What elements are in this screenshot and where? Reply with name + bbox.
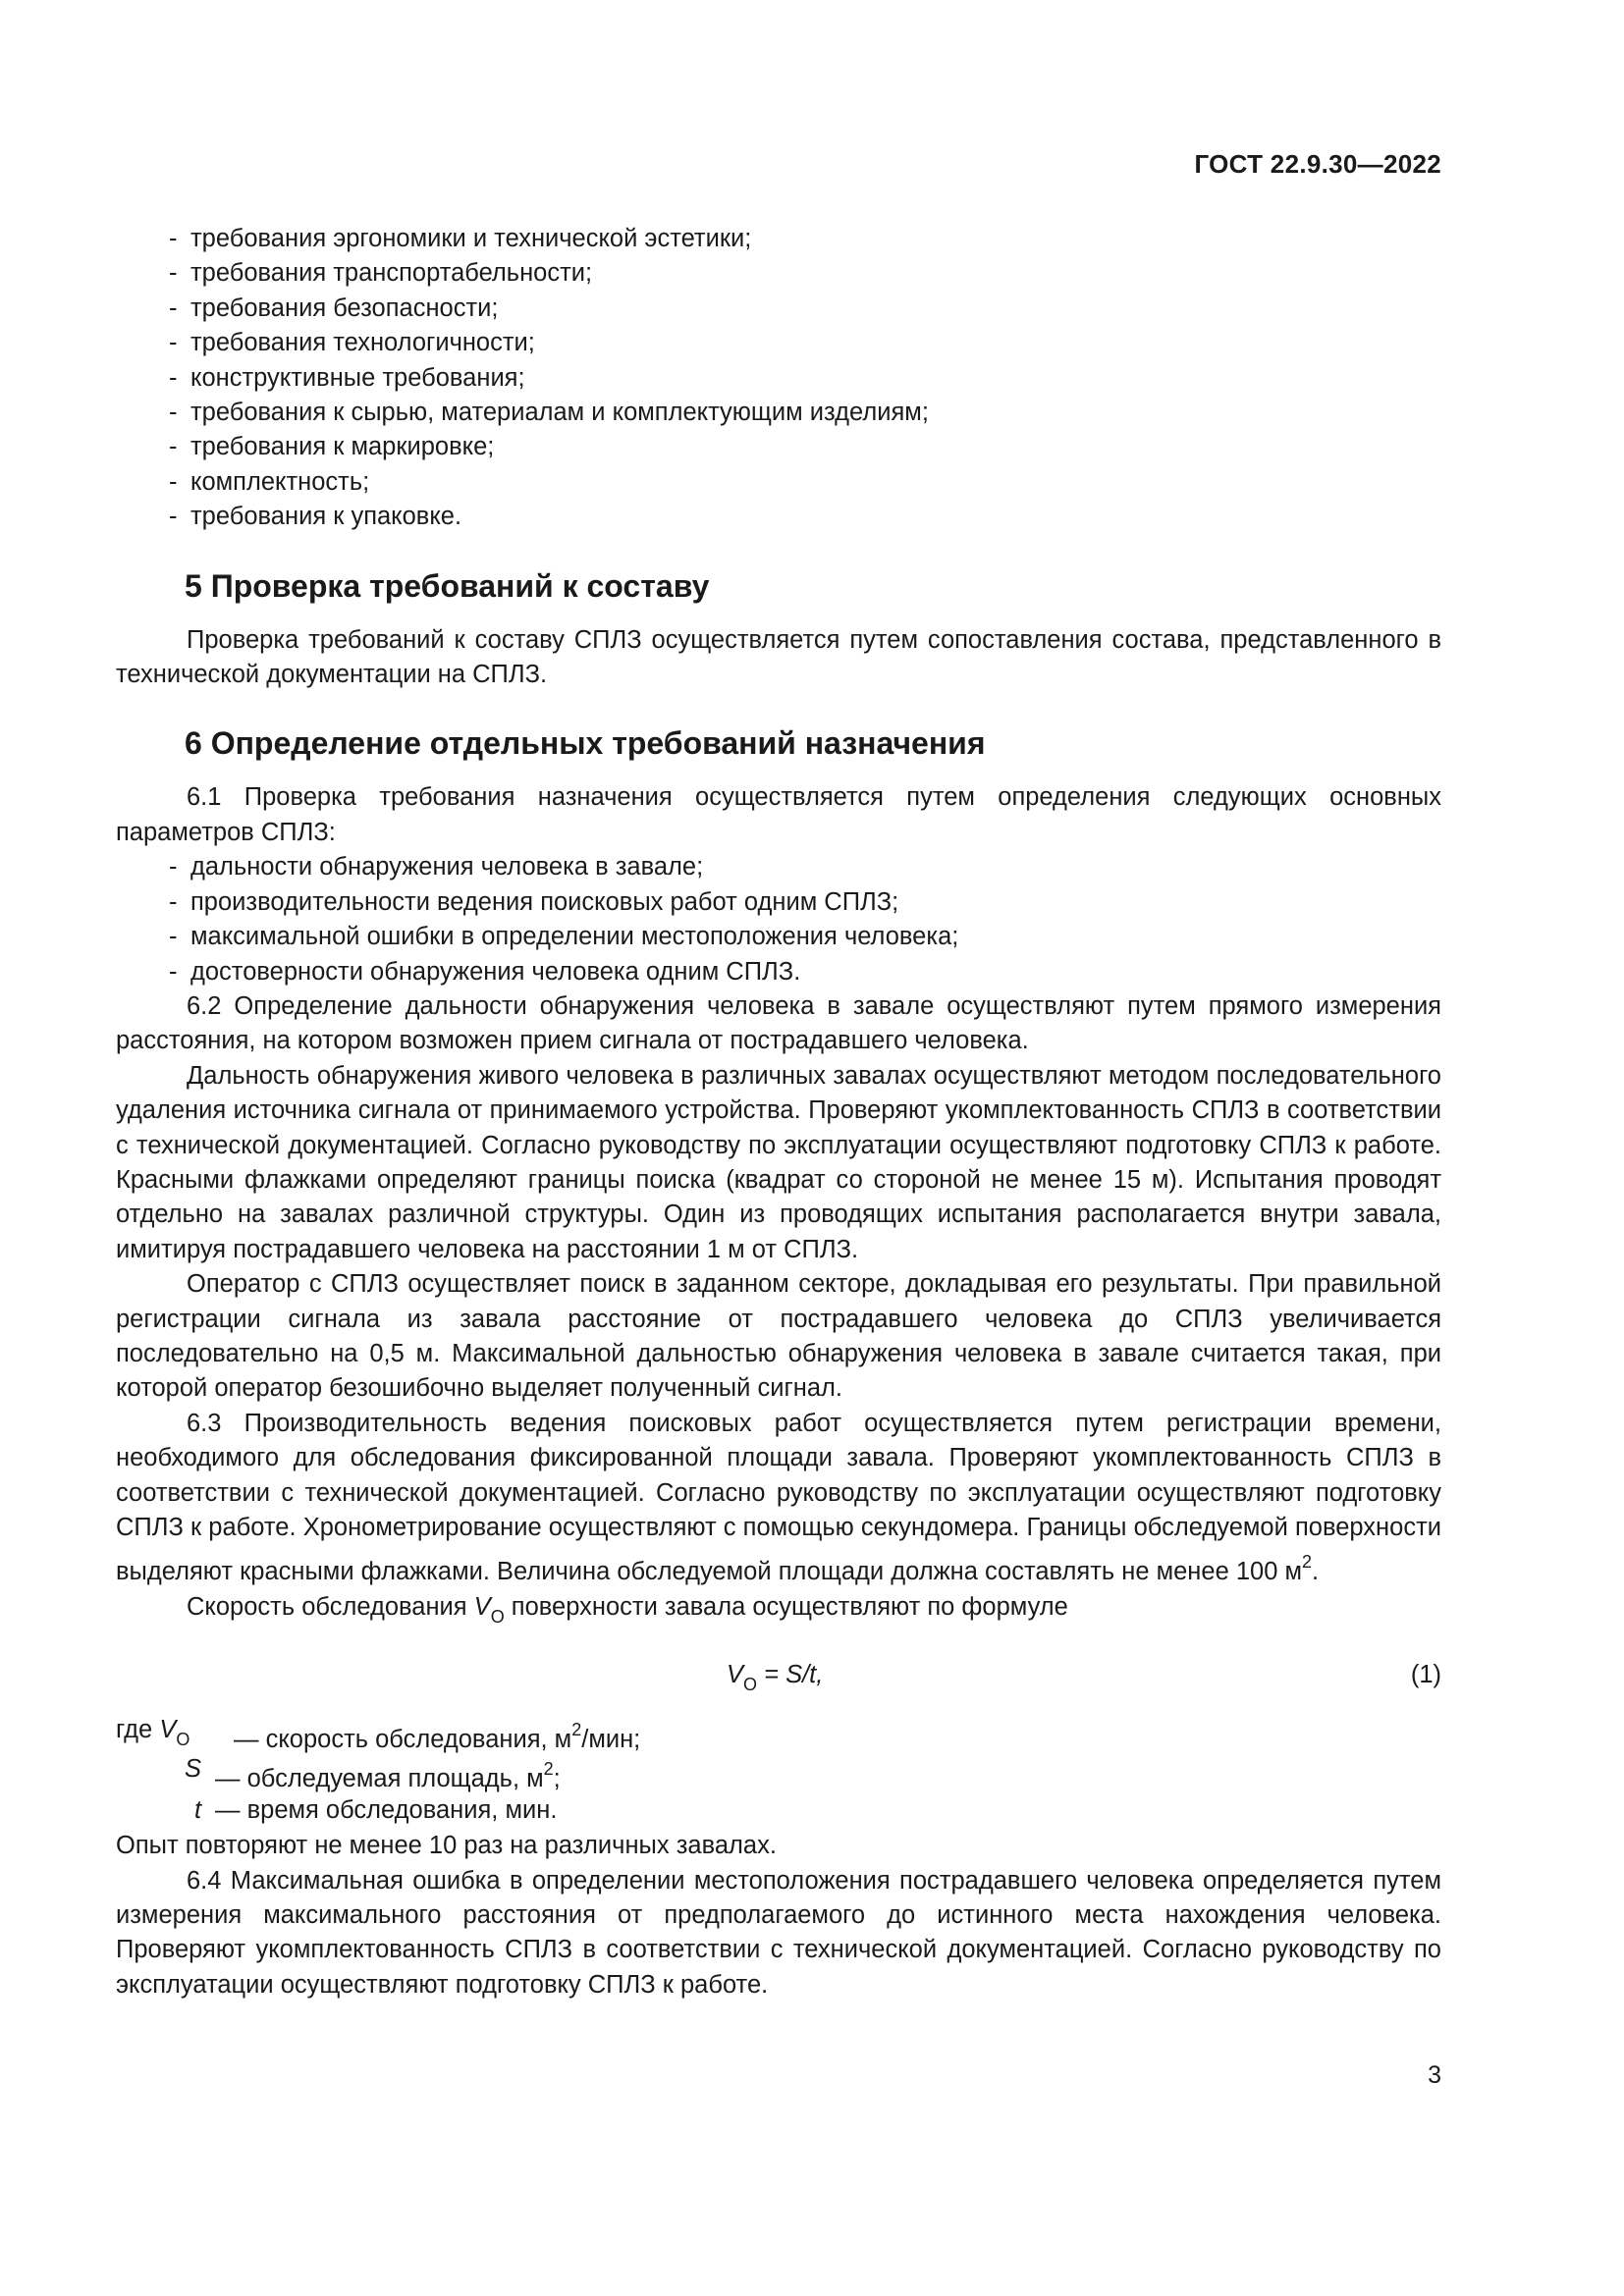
parameters-list: [116, 850, 1441, 989]
page-number: 3: [1428, 2061, 1441, 2089]
list-item: - дальности обнаружения человека в завале;: [169, 853, 704, 881]
list-item: - требования к упаковке.: [169, 503, 462, 531]
requirements-list: [116, 222, 1441, 535]
section-5-paragraph: Проверка требований к составу СПЛЗ осуществляется путем сопоставления состава, представленного в технической документации на СПЛЗ.: [116, 625, 1441, 689]
list-item: - требования к маркировке;: [169, 433, 495, 461]
list-item: - конструктивные требования;: [169, 363, 525, 392]
list-item: - максимальной ошибки в определении местоположения человека;: [169, 923, 959, 951]
paragraph-6-3: 6.3 Производительность ведения поисковых работ осуществляется путем регистрации времени, необходимого для обследования фиксированной площади завала. Проверяют укомплектованность СПЛЗ в соответствии с технической документацией. Согласно руководству по эксплуатации осуществляют подготовку СПЛЗ к работе. Хронометрирование осуществляют с помощью секундомера. Границы обследуемой поверхности выделяют красными флажками. Величина обследуемой площади должна составлять не менее 100 $м^2$.: [116, 1409, 1441, 1586]
formula-number: (1): [1410, 1661, 1441, 1689]
where-v: где $V_O$ — скорость обследования, $м^2$/мин;: [116, 1716, 641, 1754]
section-6-heading: 6 Определение отдельных требований назначения: [185, 725, 986, 762]
list-item: - требования эргономики и технической эстетики;: [169, 225, 752, 252]
list-item: - комплектность;: [169, 467, 370, 496]
formula-1: [116, 1646, 1441, 1705]
where-s: S — обследуемая площадь, $м^2$;: [185, 1755, 561, 1793]
section-5-heading: 5 Проверка требований к составу: [185, 567, 710, 604]
paragraph-6-1: 6.1 Проверка требования назначения осуществляется путем определения следующих основных параметров СПЛЗ:: [116, 783, 1441, 846]
where-t: t — время обследования, мин.: [194, 1796, 558, 1825]
list-item: - достоверности обнаружения человека одним СПЛЗ.: [169, 957, 801, 986]
list-item: - производительности ведения поисковых работ одним СПЛЗ;: [169, 887, 899, 916]
list-item: - требования безопасности;: [169, 294, 499, 322]
list-item: - требования к сырью, материалам и комплектующим изделиям;: [169, 399, 929, 427]
speed-paragraph: Скорость обследования $V_O$ поверхности завала осуществляют по формуле: [187, 1592, 1068, 1627]
paragraph-6-2-method: Дальность обнаружения живого человека в различных завалах осуществляют методом последовательного удаления источника сигнала от принимаемого устройства. Проверяют укомплектованность СПЛЗ в соответствии с технической документацией. Согласно руководству по эксплуатации осуществляют подготовку СПЛЗ к работе. Красными флажками определяют границы поиска (квадрат со стороной не менее 15 м). Испытания проводят отдельно на завалах различной структуры. Один из проводящих испытания располагается внутри завала, имитируя пострадавшего человека на расстоянии 1 м от СПЛЗ.: [116, 1061, 1441, 1263]
document-page: [116, 0, 1441, 2296]
document-code: ГОСТ 22.9.30—2022: [1194, 149, 1441, 179]
list-item: - требования транспортабельности;: [169, 259, 593, 288]
document-body: [116, 222, 1441, 2002]
repeat-note: Опыт повторяют не менее 10 раз на различных завалах.: [116, 1832, 777, 1860]
paragraph-6-4: 6.4 Максимальная ошибка в определении местоположения пострадавшего человека определяется путем измерения максимального расстояния от предполагаемого до истинного места нахождения человека. Проверяют укомплектованность СПЛЗ в соответствии с технической документацией. Согласно руководству по эксплуатации осуществляют подготовку СПЛЗ к работе.: [116, 1866, 1441, 1999]
paragraph-6-2: 6.2 Определение дальности обнаружения человека в завале осуществляют путем прямого измерения расстояния, на котором возможен прием сигнала от пострадавшего человека.: [116, 991, 1441, 1055]
list-item: - требования технологичности;: [169, 329, 535, 357]
formula-expression: $V_O = S/t$,: [727, 1661, 824, 1695]
paragraph-6-2-operator: Оператор с СПЛЗ осуществляет поиск в заданном секторе, докладывая его результаты. При правильной регистрации сигнала из завала расстояние от пострадавшего человека до СПЛЗ увеличивается последовательно на 0,5 м. Максимальной дальностью обнаружения человека в завале считается такая, при которой оператор безошибочно выделяет полученный сигнал.: [116, 1270, 1441, 1403]
